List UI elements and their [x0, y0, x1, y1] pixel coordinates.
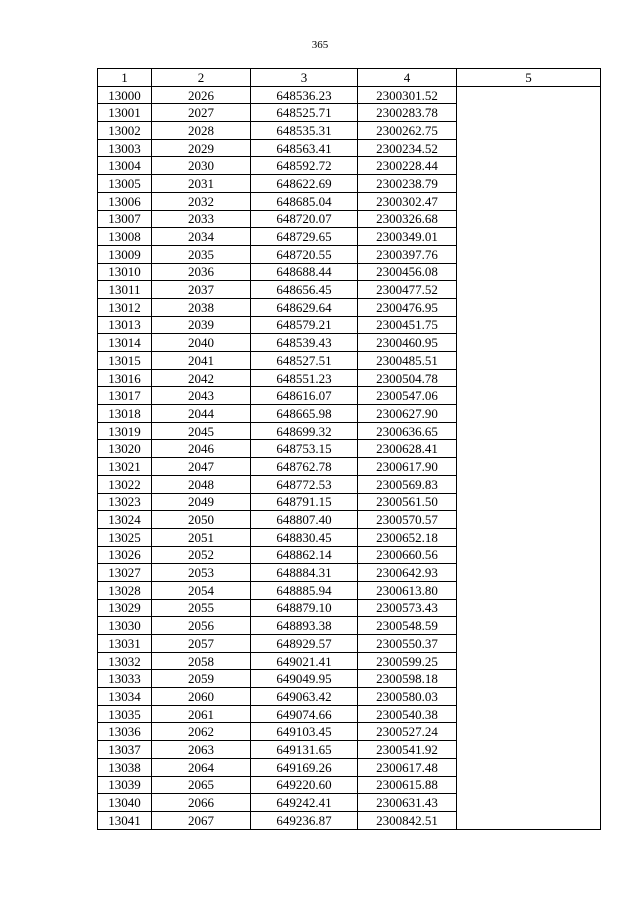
table-cell-col-4: 2300283.78 [358, 104, 457, 122]
table-cell-col-4: 2300660.56 [358, 546, 457, 564]
table-cell-col-1: 13037 [98, 741, 152, 759]
table-cell-col-3: 649074.66 [251, 705, 358, 723]
table-cell-col-2: 2059 [152, 670, 251, 688]
coordinates-table [97, 68, 601, 830]
column-header-1: 1 [98, 69, 152, 87]
table-cell-col-2: 2039 [152, 316, 251, 334]
table-cell-col-1: 13024 [98, 511, 152, 529]
table-cell-col-3: 648563.41 [251, 139, 358, 157]
table-cell-col-4: 2300234.52 [358, 139, 457, 157]
table-cell-col-4: 2300631.43 [358, 794, 457, 812]
table-cell-col-2: 2064 [152, 758, 251, 776]
table-cell-col-1: 13000 [98, 86, 152, 104]
table-cell-col-1: 13013 [98, 316, 152, 334]
table-cell-col-3: 648535.31 [251, 122, 358, 140]
table-cell-col-2: 2057 [152, 635, 251, 653]
table-cell-col-3: 648807.40 [251, 511, 358, 529]
table-cell-col-4: 2300569.83 [358, 475, 457, 493]
column-header-4: 4 [358, 69, 457, 87]
table-cell-col-3: 648536.23 [251, 86, 358, 104]
table-cell-col-2: 2035 [152, 245, 251, 263]
table-cell-col-2: 2063 [152, 741, 251, 759]
table-cell-col-1: 13022 [98, 475, 152, 493]
table-cell-col-1: 13025 [98, 528, 152, 546]
table-cell-col-3: 648665.98 [251, 405, 358, 423]
table-cell-col-3: 648720.55 [251, 245, 358, 263]
table-cell-col-4: 2300301.52 [358, 86, 457, 104]
table-cell-col-4: 2300504.78 [358, 369, 457, 387]
table-cell-col-2: 2032 [152, 192, 251, 210]
table-cell-col-2: 2037 [152, 281, 251, 299]
table-cell-col-3: 648551.23 [251, 369, 358, 387]
table-cell-col-2: 2062 [152, 723, 251, 741]
table-cell-col-4: 2300262.75 [358, 122, 457, 140]
table-cell-col-2: 2042 [152, 369, 251, 387]
table-cell-col-1: 13031 [98, 635, 152, 653]
table-cell-col-3: 648762.78 [251, 458, 358, 476]
table-cell-col-1: 13029 [98, 599, 152, 617]
table-cell-col-1: 13002 [98, 122, 152, 140]
table-cell-col-2: 2056 [152, 617, 251, 635]
table-cell-col-3: 648830.45 [251, 528, 358, 546]
table-cell-col-3: 648729.65 [251, 228, 358, 246]
table-cell-col-2: 2067 [152, 811, 251, 829]
table-cell-col-4: 2300573.43 [358, 599, 457, 617]
table-cell-col-2: 2041 [152, 352, 251, 370]
table-cell-col-2: 2030 [152, 157, 251, 175]
table-cell-col-2: 2049 [152, 493, 251, 511]
table-cell-col-3: 648699.32 [251, 422, 358, 440]
table-cell-col-3: 648527.51 [251, 352, 358, 370]
table-cell-col-4: 2300541.92 [358, 741, 457, 759]
table-cell-col-2: 2029 [152, 139, 251, 157]
table-cell-col-3: 649131.65 [251, 741, 358, 759]
table-cell-col-1: 13036 [98, 723, 152, 741]
table-cell-col-2: 2034 [152, 228, 251, 246]
table-cell-col-1: 13041 [98, 811, 152, 829]
table-cell-col-1: 13012 [98, 298, 152, 316]
table-cell-col-1: 13034 [98, 688, 152, 706]
table-cell-col-3: 649063.42 [251, 688, 358, 706]
table-cell-col-3: 648579.21 [251, 316, 358, 334]
table-cell-col-1: 13011 [98, 281, 152, 299]
table-cell-col-4: 2300599.25 [358, 652, 457, 670]
table-cell-col-1: 13010 [98, 263, 152, 281]
table-cell-col-2: 2043 [152, 387, 251, 405]
table-cell-col-2: 2058 [152, 652, 251, 670]
table-cell-col-1: 13020 [98, 440, 152, 458]
table-cell-col-2: 2065 [152, 776, 251, 794]
table-cell-col-1: 13014 [98, 334, 152, 352]
column-header-3: 3 [251, 69, 358, 87]
table-cell-col-4: 2300842.51 [358, 811, 457, 829]
table-cell-col-3: 648592.72 [251, 157, 358, 175]
table-cell-col-4: 2300561.50 [358, 493, 457, 511]
table-cell-col-4: 2300548.59 [358, 617, 457, 635]
table-cell-col-4: 2300580.03 [358, 688, 457, 706]
table-cell-col-3: 648720.07 [251, 210, 358, 228]
table-cell-col-2: 2055 [152, 599, 251, 617]
table-cell-col-4: 2300547.06 [358, 387, 457, 405]
table-cell-col-2: 2031 [152, 175, 251, 193]
table-cell-col-1: 13033 [98, 670, 152, 688]
table-cell-col-3: 648929.57 [251, 635, 358, 653]
table-cell-col-4: 2300550.37 [358, 635, 457, 653]
page-number: 365 [311, 39, 329, 51]
table-cell-col-4: 2300540.38 [358, 705, 457, 723]
table-cell-col-3: 649021.41 [251, 652, 358, 670]
table-cell-col-4: 2300451.75 [358, 316, 457, 334]
table-cell-col-1: 13028 [98, 581, 152, 599]
table-cell-col-4: 2300460.95 [358, 334, 457, 352]
table-cell-col-4: 2300476.95 [358, 298, 457, 316]
table-cell-col-4: 2300397.76 [358, 245, 457, 263]
table-cell-col-1: 13015 [98, 352, 152, 370]
table-cell-col-1: 13008 [98, 228, 152, 246]
table-cell-col-4: 2300652.18 [358, 528, 457, 546]
table-cell-col-1: 13023 [98, 493, 152, 511]
table-cell-col-2: 2060 [152, 688, 251, 706]
table-cell-col-2: 2050 [152, 511, 251, 529]
table-cell-col-2: 2036 [152, 263, 251, 281]
table-cell-col-2: 2026 [152, 86, 251, 104]
table-cell-col-3: 648616.07 [251, 387, 358, 405]
table-cell-col-3: 648791.15 [251, 493, 358, 511]
table-cell-col-3: 648753.15 [251, 440, 358, 458]
table-body [98, 86, 601, 829]
table-cell-col-1: 13006 [98, 192, 152, 210]
table-cell-col-4: 2300636.65 [358, 422, 457, 440]
table-cell-col-4: 2300615.88 [358, 776, 457, 794]
table-cell-col-4: 2300628.41 [358, 440, 457, 458]
table-cell-col-4: 2300485.51 [358, 352, 457, 370]
table-cell-col-3: 648893.38 [251, 617, 358, 635]
table-cell-col-4: 2300349.01 [358, 228, 457, 246]
table-cell-col-1: 13004 [98, 157, 152, 175]
table-cell-col-1: 13005 [98, 175, 152, 193]
table-cell-col-1: 13017 [98, 387, 152, 405]
table-cell-col-3: 648539.43 [251, 334, 358, 352]
table-cell-col-2: 2033 [152, 210, 251, 228]
table-cell-col-4: 2300527.24 [358, 723, 457, 741]
table-cell-col-2: 2053 [152, 564, 251, 582]
table-cell-col-4: 2300613.80 [358, 581, 457, 599]
table-cell-col-4: 2300570.57 [358, 511, 457, 529]
table-cell-col-1: 13026 [98, 546, 152, 564]
column-header-5: 5 [457, 69, 601, 87]
table-cell-col-3: 648862.14 [251, 546, 358, 564]
table-cell-col-1: 13019 [98, 422, 152, 440]
table-cell-col-3: 648879.10 [251, 599, 358, 617]
table-cell-col-2: 2028 [152, 122, 251, 140]
table-cell-col-2: 2027 [152, 104, 251, 122]
table-cell-col-2: 2046 [152, 440, 251, 458]
table-cell-col-3: 648772.53 [251, 475, 358, 493]
table-cell-col-3: 649169.26 [251, 758, 358, 776]
table-cell-col-4: 2300302.47 [358, 192, 457, 210]
table-cell-col-4: 2300477.52 [358, 281, 457, 299]
table-cell-col-2: 2040 [152, 334, 251, 352]
table-cell-col-1: 13039 [98, 776, 152, 794]
table-cell-col-1: 13009 [98, 245, 152, 263]
table-cell-col-5 [457, 86, 601, 829]
table-cell-col-4: 2300456.08 [358, 263, 457, 281]
table-cell-col-1: 13035 [98, 705, 152, 723]
table-cell-col-1: 13001 [98, 104, 152, 122]
table-cell-col-1: 13038 [98, 758, 152, 776]
table-cell-col-1: 13016 [98, 369, 152, 387]
table-cell-col-2: 2066 [152, 794, 251, 812]
table-cell-col-2: 2051 [152, 528, 251, 546]
table-cell-col-4: 2300238.79 [358, 175, 457, 193]
table-header-row [98, 69, 601, 87]
table-cell-col-3: 648885.94 [251, 581, 358, 599]
table-cell-col-2: 2038 [152, 298, 251, 316]
table-cell-col-2: 2048 [152, 475, 251, 493]
table-cell-col-1: 13032 [98, 652, 152, 670]
table-cell-col-1: 13030 [98, 617, 152, 635]
table-cell-col-2: 2045 [152, 422, 251, 440]
table-cell-col-4: 2300326.68 [358, 210, 457, 228]
table-cell-col-1: 13040 [98, 794, 152, 812]
table-cell-col-4: 2300228.44 [358, 157, 457, 175]
table-cell-col-2: 2054 [152, 581, 251, 599]
table-cell-col-3: 649103.45 [251, 723, 358, 741]
table-cell-col-3: 648629.64 [251, 298, 358, 316]
table-cell-col-3: 648525.71 [251, 104, 358, 122]
table-cell-col-3: 649220.60 [251, 776, 358, 794]
table-cell-col-4: 2300598.18 [358, 670, 457, 688]
table-cell-col-3: 648688.44 [251, 263, 358, 281]
table-cell-col-1: 13003 [98, 139, 152, 157]
table-cell-col-3: 648656.45 [251, 281, 358, 299]
table-cell-col-3: 649242.41 [251, 794, 358, 812]
table-cell-col-3: 649049.95 [251, 670, 358, 688]
table-cell-col-3: 648884.31 [251, 564, 358, 582]
table-cell-col-3: 648685.04 [251, 192, 358, 210]
table-cell-col-1: 13021 [98, 458, 152, 476]
table-cell-col-2: 2061 [152, 705, 251, 723]
table-cell-col-3: 649236.87 [251, 811, 358, 829]
table-cell-col-4: 2300642.93 [358, 564, 457, 582]
table-cell-col-4: 2300627.90 [358, 405, 457, 423]
table-cell-col-3: 648622.69 [251, 175, 358, 193]
table-cell-col-4: 2300617.90 [358, 458, 457, 476]
table-cell-col-1: 13027 [98, 564, 152, 582]
table-cell-col-1: 13018 [98, 405, 152, 423]
table-cell-col-2: 2052 [152, 546, 251, 564]
table-cell-col-2: 2047 [152, 458, 251, 476]
column-header-2: 2 [152, 69, 251, 87]
table-cell-col-4: 2300617.48 [358, 758, 457, 776]
table-cell-col-1: 13007 [98, 210, 152, 228]
table-cell-col-2: 2044 [152, 405, 251, 423]
table-row [98, 86, 601, 104]
